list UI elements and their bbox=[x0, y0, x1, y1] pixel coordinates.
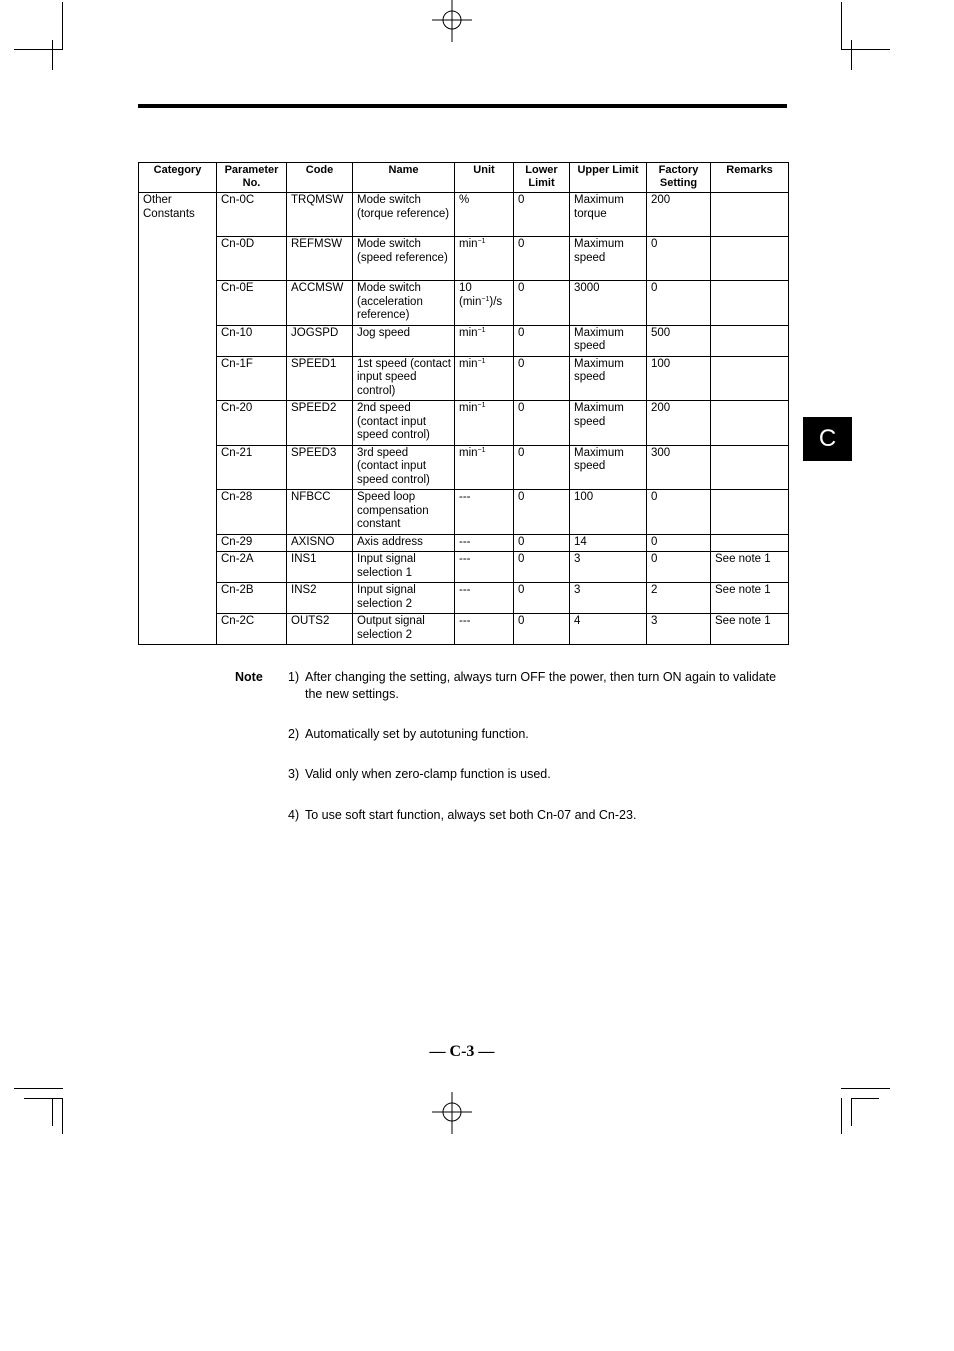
cell-factory: 0 bbox=[647, 490, 711, 535]
cell-lower: 0 bbox=[514, 583, 570, 614]
cell-lower: 0 bbox=[514, 534, 570, 552]
cell-param: Cn-28 bbox=[217, 490, 287, 535]
section-tab: C bbox=[803, 417, 852, 461]
cell-code: NFBCC bbox=[287, 490, 353, 535]
cell-unit: --- bbox=[455, 583, 514, 614]
table-row bbox=[139, 356, 789, 401]
cell-unit: $\min^{-1}$ bbox=[455, 356, 514, 401]
cell-unit: $\min^{-1}$ bbox=[455, 237, 514, 281]
crop-mark bbox=[841, 1088, 890, 1089]
cell-upper: 100 bbox=[570, 490, 647, 535]
note-label: Note bbox=[235, 670, 263, 684]
cell-factory: 0 bbox=[647, 552, 711, 583]
cell-unit: $\min^{-1}$ bbox=[455, 401, 514, 446]
cell-param: Cn-2C bbox=[217, 614, 287, 645]
cell-lower: 0 bbox=[514, 356, 570, 401]
cell-factory: 300 bbox=[647, 445, 711, 490]
cell-code: AXISNO bbox=[287, 534, 353, 552]
cell-unit: --- bbox=[455, 552, 514, 583]
cell-param: Cn-21 bbox=[217, 445, 287, 490]
crop-mark bbox=[24, 1098, 63, 1099]
note-number: 2) bbox=[288, 727, 300, 741]
cell-unit: 10 $(\min^{-1})/s$ bbox=[455, 281, 514, 326]
cell-lower: 0 bbox=[514, 193, 570, 237]
cell-upper: Maximum speed bbox=[570, 325, 647, 356]
cell-name: Mode switch (acceleration reference) bbox=[353, 281, 455, 326]
cell-name: 2nd speed (contact input speed control) bbox=[353, 401, 455, 446]
crop-mark bbox=[62, 2, 63, 50]
note-text: After changing the setting, always turn OFF the power, then turn ON again to validate the new settings. bbox=[305, 670, 777, 701]
cell-factory: 2 bbox=[647, 583, 711, 614]
cell-remarks: See note 1 bbox=[711, 614, 789, 645]
cell-remarks bbox=[711, 445, 789, 490]
cell-param: Cn-29 bbox=[217, 534, 287, 552]
category-cell: Other Constants bbox=[139, 193, 217, 645]
cell-code: INS1 bbox=[287, 552, 353, 583]
crop-mark bbox=[841, 1098, 842, 1134]
cell-param: Cn-0D bbox=[217, 237, 287, 281]
crop-mark bbox=[851, 1098, 852, 1126]
header-remarks: Remarks bbox=[711, 163, 789, 193]
header-unit: Unit bbox=[455, 163, 514, 193]
cell-code: INS2 bbox=[287, 583, 353, 614]
cell-upper: Maximum torque bbox=[570, 193, 647, 237]
crop-mark bbox=[14, 49, 63, 50]
header-parameter-no: Parameter No. bbox=[217, 163, 287, 193]
cell-unit: --- bbox=[455, 490, 514, 535]
cell-remarks bbox=[711, 193, 789, 237]
cell-param: Cn-2B bbox=[217, 583, 287, 614]
cell-upper: 4 bbox=[570, 614, 647, 645]
cell-upper: Maximum speed bbox=[570, 401, 647, 446]
crop-mark bbox=[841, 2, 842, 50]
table-row bbox=[139, 281, 789, 326]
cell-name: Jog speed bbox=[353, 325, 455, 356]
cell-remarks: See note 1 bbox=[711, 583, 789, 614]
table-row bbox=[139, 534, 789, 552]
cell-remarks bbox=[711, 356, 789, 401]
crop-mark bbox=[14, 1088, 63, 1089]
cell-name: Axis address bbox=[353, 534, 455, 552]
cell-remarks bbox=[711, 325, 789, 356]
cell-code: SPEED3 bbox=[287, 445, 353, 490]
cell-lower: 0 bbox=[514, 281, 570, 326]
cell-lower: 0 bbox=[514, 445, 570, 490]
table-row bbox=[139, 193, 789, 237]
cell-lower: 0 bbox=[514, 237, 570, 281]
cell-remarks bbox=[711, 237, 789, 281]
cell-factory: 3 bbox=[647, 614, 711, 645]
cell-factory: 100 bbox=[647, 356, 711, 401]
crop-mark bbox=[52, 40, 53, 70]
cell-param: Cn-2A bbox=[217, 552, 287, 583]
header-rule bbox=[138, 104, 787, 108]
header-name: Name bbox=[353, 163, 455, 193]
cell-factory: 500 bbox=[647, 325, 711, 356]
cell-factory: 0 bbox=[647, 281, 711, 326]
cell-factory: 200 bbox=[647, 193, 711, 237]
note-number: 1) bbox=[288, 670, 300, 684]
cell-name: Input signal selection 1 bbox=[353, 552, 455, 583]
crop-mark bbox=[851, 1098, 879, 1099]
cell-param: Cn-20 bbox=[217, 401, 287, 446]
cell-upper: 14 bbox=[570, 534, 647, 552]
parameter-table bbox=[138, 162, 789, 645]
crop-mark bbox=[851, 40, 852, 70]
registration-mark-icon bbox=[432, 0, 472, 42]
cell-param: Cn-1F bbox=[217, 356, 287, 401]
note-number: 3) bbox=[288, 767, 300, 781]
cell-name: 1st speed (contact input speed control) bbox=[353, 356, 455, 401]
cell-code: ACCMSW bbox=[287, 281, 353, 326]
cell-remarks bbox=[711, 490, 789, 535]
table-row bbox=[139, 401, 789, 446]
table-row bbox=[139, 325, 789, 356]
cell-param: Cn-0E bbox=[217, 281, 287, 326]
cell-unit: --- bbox=[455, 614, 514, 645]
cell-upper: 3 bbox=[570, 583, 647, 614]
cell-code: TRQMSW bbox=[287, 193, 353, 237]
cell-upper: Maximum speed bbox=[570, 237, 647, 281]
registration-mark-icon bbox=[432, 1092, 472, 1134]
cell-factory: 0 bbox=[647, 534, 711, 552]
cell-code: REFMSW bbox=[287, 237, 353, 281]
cell-code: OUTS2 bbox=[287, 614, 353, 645]
table-row bbox=[139, 552, 789, 583]
cell-name: Mode switch (torque reference) bbox=[353, 193, 455, 237]
note-text: Automatically set by autotuning function. bbox=[305, 727, 529, 741]
cell-unit: --- bbox=[455, 534, 514, 552]
cell-lower: 0 bbox=[514, 401, 570, 446]
crop-mark bbox=[841, 49, 890, 50]
cell-lower: 0 bbox=[514, 552, 570, 583]
cell-unit: % bbox=[455, 193, 514, 237]
table-row bbox=[139, 583, 789, 614]
header-category: Category bbox=[139, 163, 217, 193]
cell-code: JOGSPD bbox=[287, 325, 353, 356]
cell-param: Cn-10 bbox=[217, 325, 287, 356]
cell-remarks bbox=[711, 534, 789, 552]
cell-unit: $\min^{-1}$ bbox=[455, 325, 514, 356]
cell-code: SPEED1 bbox=[287, 356, 353, 401]
cell-name: Output signal selection 2 bbox=[353, 614, 455, 645]
cell-name: Speed loop compensation constant bbox=[353, 490, 455, 535]
table-row bbox=[139, 614, 789, 645]
header-factory-setting: Factory Setting bbox=[647, 163, 711, 193]
cell-upper: 3 bbox=[570, 552, 647, 583]
cell-code: SPEED2 bbox=[287, 401, 353, 446]
cell-name: 3rd speed (contact input speed control) bbox=[353, 445, 455, 490]
cell-upper: 3000 bbox=[570, 281, 647, 326]
cell-remarks: See note 1 bbox=[711, 552, 789, 583]
cell-name: Mode switch (speed reference) bbox=[353, 237, 455, 281]
page-number: — C-3 — bbox=[429, 1043, 495, 1060]
table-row bbox=[139, 237, 789, 281]
crop-mark bbox=[62, 1098, 63, 1134]
cell-lower: 0 bbox=[514, 614, 570, 645]
note-text: To use soft start function, always set both Cn-07 and Cn-23. bbox=[305, 808, 637, 822]
table-row bbox=[139, 445, 789, 490]
header-code: Code bbox=[287, 163, 353, 193]
table-header-row bbox=[139, 163, 789, 193]
cell-name: Input signal selection 2 bbox=[353, 583, 455, 614]
header-lower-limit: Lower Limit bbox=[514, 163, 570, 193]
header-upper-limit: Upper Limit bbox=[570, 163, 647, 193]
cell-remarks bbox=[711, 281, 789, 326]
crop-mark bbox=[52, 1098, 53, 1126]
cell-factory: 0 bbox=[647, 237, 711, 281]
cell-remarks bbox=[711, 401, 789, 446]
cell-upper: Maximum speed bbox=[570, 356, 647, 401]
cell-param: Cn-0C bbox=[217, 193, 287, 237]
note-number: 4) bbox=[288, 808, 300, 822]
cell-lower: 0 bbox=[514, 325, 570, 356]
cell-lower: 0 bbox=[514, 490, 570, 535]
cell-unit: $\min^{-1}$ bbox=[455, 445, 514, 490]
cell-upper: Maximum speed bbox=[570, 445, 647, 490]
cell-factory: 200 bbox=[647, 401, 711, 446]
note-text: Valid only when zero-clamp function is used. bbox=[305, 767, 551, 781]
table-row bbox=[139, 490, 789, 535]
